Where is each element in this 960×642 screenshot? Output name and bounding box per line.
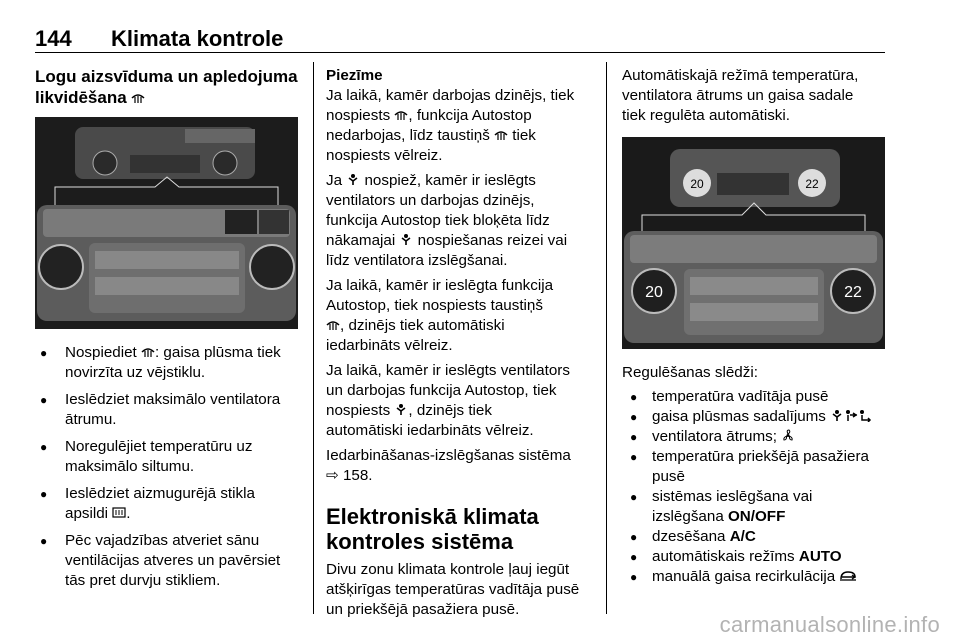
watermark: carmanualsonline.info [719,612,940,637]
page-title: Klimata kontrole [111,26,284,51]
air-distribution-windscreen-icon [399,233,413,246]
air-distribution-footwell-icon [858,409,872,422]
control-item: ● temperatūra vadītāja pusē [622,387,888,407]
note-paragraph: Ja laikā, kamēr ir ieslēgts ventilators un darbojas funkcija Autostop, tiek nospiests , dzinējs tiek automātiski iedarbināts vēlreiz. [326,362,570,439]
driver-temp-small: 20 [690,177,704,191]
control-item: ● dzesēšana A/C [622,527,888,547]
defrost-windscreen-icon [326,318,340,331]
passenger-temp-display: 22 [844,284,862,301]
middle-column [326,66,598,620]
air-distribution-windscreen-icon [346,173,360,186]
controls-title: Regulēšanas slēdži: [622,364,758,381]
body-paragraph: Divu zonu klimata kontrole ļauj iegūt atšķirīgas temperatūras vadītāja pusē un priekšējā pasažiera pusē. [326,561,580,618]
control-item: ● ventilatora ātrums; [622,427,888,447]
note-paragraph: Ja nospiež, kamēr ir ieslēgts ventilators un darbojas dzinējs, funkcija Autostop tiek bloķēta līdz nākamajai nospiešanas reizei vai līdz ventilatora izslēgšanai. [326,172,568,269]
driver-temp-display: 20 [645,284,663,301]
section-title: Elektroniskā klimata kontroles sistēma [326,504,539,554]
page-number: 144 [35,26,72,51]
bullet-item: ● Nospiediet : gaisa plūsma tiek novirzīta uz vējstiklu. [35,343,303,383]
defrost-windscreen-icon [394,108,408,121]
section-title: Logu aizsvīduma un apledojuma likvidēšana [35,67,298,107]
control-item: ● manuālā gaisa recirkulācija [622,567,888,587]
page-header [35,26,283,52]
column-divider [606,62,607,614]
air-distribution-windscreen-icon [394,403,408,416]
air-distribution-windscreen-icon [830,409,844,422]
climate-panel-photo [35,117,298,329]
bullet-item: ● Pēc vajadzības atveriet sānu ventilācijas atveres un pavērsiet tās pret durvju stikliem. [35,531,303,591]
column-divider [313,62,314,614]
defrost-windscreen-icon [494,128,508,141]
note-title: Piezīme [326,67,383,84]
bullet-item: ● Noregulējiet temperatūru uz maksimālo siltumu. [35,437,303,477]
control-item: ● sistēmas ieslēgšana vai izslēgšana ON/OFF [622,487,888,527]
climate-panel-photo [622,137,885,349]
climate-panel-illustration [622,137,885,349]
body-paragraph: Automātiskajā režīmā temperatūra, ventilatora ātrums un gaisa sadale tiek regulēta automātiski. [622,67,859,124]
note-paragraph: Ja laikā, kamēr ir ieslēgta funkcija Autostop, tiek nospiests taustiņš , dzinējs tiek automātiski iedarbināts vēlreiz. [326,277,554,354]
fan-icon [781,429,795,442]
defrost-windscreen-icon [141,345,155,358]
bullet-item: ● Ieslēdziet aizmugurējā stikla apsildi . [35,484,303,524]
air-distribution-face-icon [844,409,858,422]
cross-reference: Iedarbināšanas-izslēgšanas sistēma ⇨ 158. [326,447,571,484]
bullet-item: ● Ieslēdziet maksimālo ventilatora ātrumu. [35,390,303,430]
header-rule [35,52,885,53]
control-item: ● gaisa plūsmas sadalījums [622,407,888,427]
control-item: ● automātiskais režīms AUTO [622,547,888,567]
note-paragraph: Ja laikā, kamēr darbojas dzinējs, tiek nospiests , funkcija Autostop nedarbojas, līdz taustiņš tiek nospiests vēlreiz. [326,87,575,164]
control-item: ● temperatūra priekšējā pasažiera pusē [622,447,888,487]
recirculation-icon [839,569,857,582]
left-column [35,66,303,591]
rear-window-heating-icon [112,506,126,519]
climate-panel-illustration [35,117,298,329]
defrost-windscreen-icon [131,91,145,104]
right-column [622,66,888,587]
passenger-temp-small: 22 [805,177,819,191]
